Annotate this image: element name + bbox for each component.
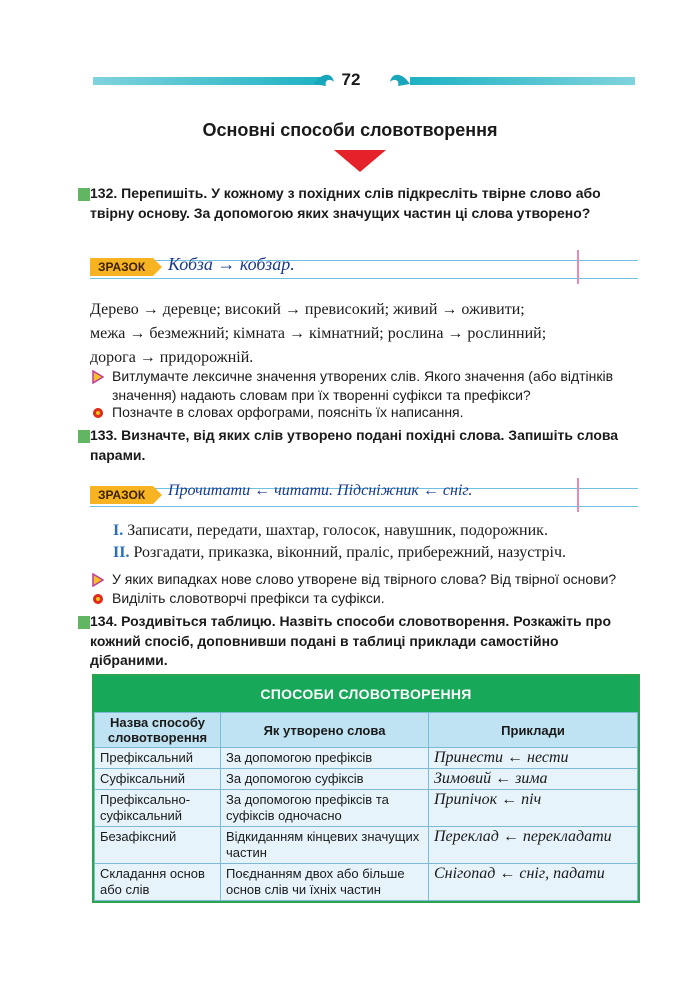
words-line-3: дорога → придорожній.	[90, 349, 254, 366]
table-cell-example: Припічок ← піч	[429, 790, 638, 827]
table-cell-example: Принести ← нести	[429, 748, 638, 769]
bullet-dot-icon	[93, 594, 103, 604]
table-cell-how: За допомогою суфіксів	[221, 769, 429, 790]
exercise-row-1	[113, 520, 548, 542]
task-134-text: 134. Роздивіться таблицю. Назвіть способи словотворення. Розкажіть про кожний спосіб, доповнивши подані в таблиці приклади самостійно дібраними.	[90, 613, 612, 668]
table-header-row	[95, 713, 638, 748]
page-number: 72	[341, 70, 361, 89]
sample-strip-133	[90, 482, 638, 512]
task-132-note-1: Витлумачте лексичне значення утворених слів. Якого значення (або відтінків значення) надають словам при їх творенні суфікси та префікси?	[112, 368, 614, 403]
table-row	[95, 790, 638, 827]
question-arrow-icon	[92, 370, 104, 384]
task-132-text: 132. Перепишіть. У кожному з похідних слів підкресліть твірне слово або твірну основу. За допомогою яких значущих частин ці слова утворено?	[90, 185, 601, 221]
header-band-right	[410, 77, 635, 85]
task-marker-icon	[78, 430, 90, 443]
table-row	[95, 827, 638, 864]
exercise-words: Розгадати, приказка, віконний, праліс, прибережний, назустріч.	[133, 544, 567, 561]
table-cell-how: За допомогою префіксів	[221, 748, 429, 769]
table-cell-example: Зимовий ← зима	[429, 769, 638, 790]
table-cell-method: Суфіксальний	[95, 769, 221, 790]
task-marker-icon	[78, 188, 90, 201]
table-cell-how: Поєднанням двох або більше основ слів чи їхніх частин	[221, 864, 429, 901]
sample-label: ЗРАЗОК	[90, 258, 153, 276]
table-row	[95, 769, 638, 790]
task-133-text: 133. Визначте, від яких слів утворено подані похідні слова. Запишіть слова парами.	[90, 427, 619, 463]
table-cell-example: Переклад ← перекладати	[429, 827, 638, 864]
sample-text: Кобза → кобзар.	[168, 254, 295, 274]
sample-text: Прочитати ← читати. Підсніжник ← сніг.	[168, 482, 473, 499]
table-cell-method: Безафіксний	[95, 827, 221, 864]
title-triangle-icon	[334, 150, 386, 172]
page-title: Основні способи словотворення	[202, 120, 498, 140]
table-row	[95, 748, 638, 769]
words-line-2: межа → безмежний; кімната → кімнатний; рослина → рослинний;	[90, 325, 547, 342]
header-band-left	[93, 77, 323, 85]
table-header-cell: Приклади	[429, 713, 638, 748]
bullet-dot-icon	[93, 408, 103, 418]
task-133-note-1: У яких випадках нове слово утворене від твірного слова? Від твірної основи?	[112, 571, 617, 587]
table-cell-method: Префіксально-суфіксальний	[95, 790, 221, 827]
task-133-note-2: Виділіть словотворчі префікси та суфікси.	[112, 590, 385, 606]
roman-numeral: II.	[113, 544, 130, 561]
table-cell-how: Відкиданням кінцевих значущих частин	[221, 827, 429, 864]
table-cell-method: Префіксальний	[95, 748, 221, 769]
roman-numeral: I.	[113, 522, 124, 539]
table-cell-example: Снігопад ← сніг, падати	[429, 864, 638, 901]
table-cell-how: За допомогою префіксів та суфіксів одночасно	[221, 790, 429, 827]
task-marker-icon	[78, 616, 90, 629]
table-cell-method: Складання основ або слів	[95, 864, 221, 901]
words-line-1: Дерево → деревце; високий → превисокий; живий → оживити;	[90, 301, 525, 318]
sample-strip-132	[90, 254, 638, 284]
sample-label: ЗРАЗОК	[90, 486, 153, 504]
exercise-words: Записати, передати, шахтар, голосок, навушник, подорожник.	[127, 522, 548, 539]
table-row	[95, 864, 638, 901]
table-header-cell: Як утворено слова	[221, 713, 429, 748]
question-arrow-icon	[92, 573, 104, 587]
task-132-note-2: Позначте в словах орфограми, поясніть їх написання.	[112, 404, 464, 420]
word-formation-table	[92, 674, 640, 903]
exercise-row-2	[113, 542, 566, 564]
table-title: СПОСОБИ СЛОВОТВОРЕННЯ	[94, 676, 638, 712]
table-header-cell: Назва способу словотворення	[95, 713, 221, 748]
